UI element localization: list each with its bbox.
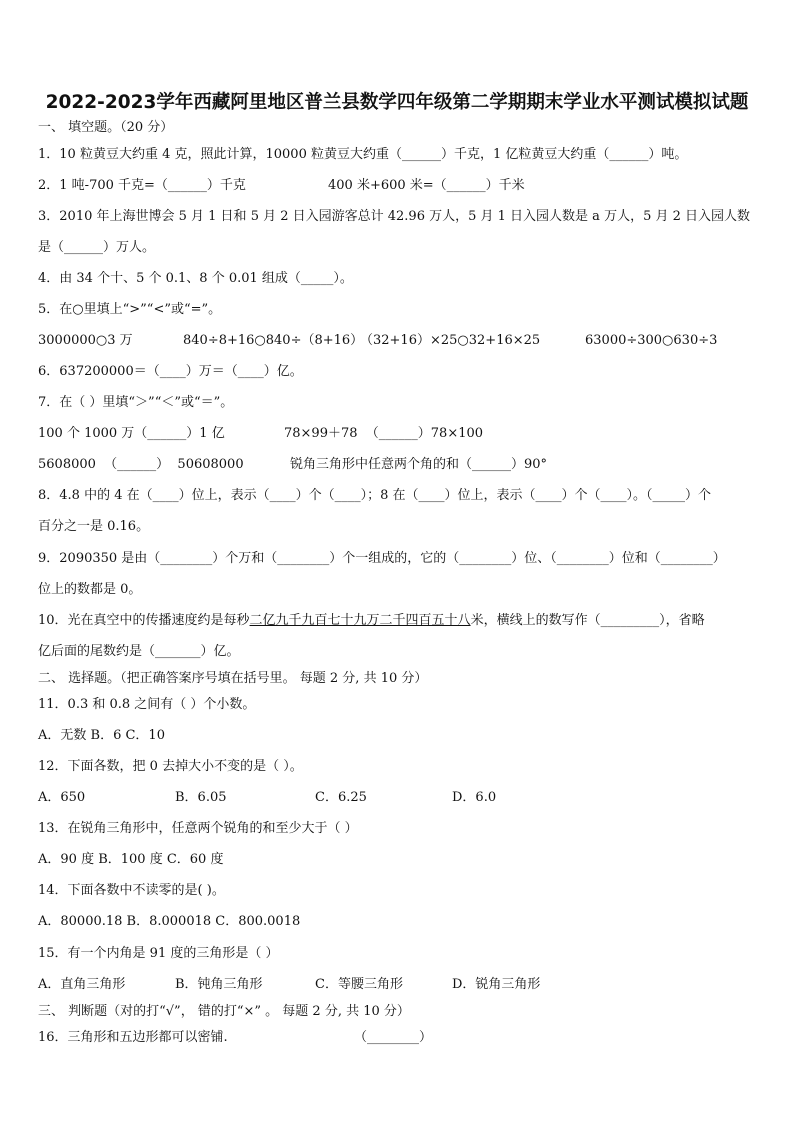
question-4: 4．由 34 个十、5 个 0.1、8 个 0.01 组成（_____）。 [38, 271, 353, 286]
question-10-post: 米，横线上的数写作（_________），省略 [470, 613, 705, 628]
question-11-options: A．无数 B．6 C．10 [38, 728, 165, 743]
question-1: 1．10 粒黄豆大约重 4 克，照此计算，10000 粒黄豆大约重（______）千克，1 亿粒黄豆大约重（______）吨。 [38, 147, 688, 162]
question-14-stem: 14．下面各数中不读零的是( )。 [38, 883, 225, 898]
question-12-option-d: D．6.0 [452, 790, 497, 805]
question-16-stem: 16．三角形和五边形都可以密铺. [38, 1030, 228, 1045]
question-15-option-c: C．等腰三角形 [315, 977, 403, 992]
question-5b: 840÷8+16○840÷（8+16） [183, 333, 364, 348]
question-5-items [38, 332, 758, 350]
question-15-stem: 15．有一个内角是 91 度的三角形是（ ） [38, 946, 279, 961]
question-12-option-a: A．650 [38, 790, 86, 805]
question-15-option-b: B．钝角三角形 [175, 977, 263, 992]
question-7-row-2 [38, 456, 758, 474]
question-7d: 锐角三角形中任意两个角的和（______）90° [290, 457, 548, 472]
section-heading-fill-blank: 一、 填空题。（20 分） [38, 120, 174, 135]
page-title: 2022-2023学年西藏阿里地区普兰县数学四年级第二学期期末学业水平测试模拟试题 [45, 92, 749, 113]
question-10-underlined-number: 二亿九千九百七十九万二千四百五十八 [249, 613, 471, 628]
question-15-options [38, 976, 758, 994]
question-9-line-2: 位上的数都是 0。 [38, 582, 142, 597]
question-5d: 63000÷300○630÷3 [585, 333, 718, 348]
question-12-options [38, 789, 758, 807]
section-heading-true-false: 三、 判断题（对的打“√”， 错的打“×” 。 每题 2 分, 共 10 分） [38, 1004, 410, 1019]
question-2a: 2．1 吨-700 千克=（______）千克 [38, 178, 246, 193]
question-10-line-2: 亿后面的尾数约是（_______）亿。 [38, 644, 240, 659]
question-2b: 400 米+600 米=（______）千米 [328, 178, 525, 193]
question-12-option-b: B．6.05 [175, 790, 227, 805]
question-12-stem: 12．下面各数，把 0 去掉大小不变的是（ ）。 [38, 759, 303, 774]
question-10-pre: 10．光在真空中的传播速度约是每秒 [38, 613, 250, 628]
question-7-stem: 7．在（ ）里填“＞”“＜”或“＝”。 [38, 395, 234, 410]
question-16-blank: （________） [354, 1030, 433, 1045]
section-heading-choice: 二、 选择题。（把正确答案序号填在括号里。 每题 2 分, 共 10 分） [38, 671, 428, 686]
question-13-options: A．90 度 B．100 度 C．60 度 [38, 852, 224, 867]
question-7c: 5608000 （______） 50608000 [38, 457, 244, 472]
question-15-option-a: A．直角三角形 [38, 977, 126, 992]
question-7-row-1 [38, 425, 758, 443]
question-2 [38, 177, 525, 195]
question-8-line-2: 百分之一是 0.16。 [38, 519, 150, 534]
question-14-options: A．80000.18 B．8.000018 C．800.0018 [38, 914, 301, 929]
question-5c: （32+16）×25○32+16×25 [360, 333, 541, 348]
question-16 [38, 1029, 758, 1047]
question-10-line-1 [38, 612, 705, 630]
question-8-line-1: 8．4.8 中的 4 在（____）位上，表示（____）个（____）；8 在（____）位上，表示（____）个（____）。（_____）个 [38, 488, 712, 503]
question-9-line-1: 9．2090350 是由（________）个万和（________）个一组成的，它的（________）位、（________）位和（________） [38, 551, 726, 566]
question-13-stem: 13．在锐角三角形中，任意两个锐角的和至少大于（ ） [38, 821, 358, 836]
question-11-stem: 11．0.3 和 0.8 之间有（ ）个小数。 [38, 697, 256, 712]
question-5a: 3000000○3 万 [38, 333, 133, 348]
question-12-option-c: C．6.25 [315, 790, 367, 805]
question-15-option-d: D．锐角三角形 [452, 977, 541, 992]
question-7b: 78×99＋78 （______）78×100 [284, 426, 484, 441]
question-6: 6．637200000＝（____）万＝（____）亿。 [38, 364, 303, 379]
question-5-stem: 5．在○里填上“>”“<”或“=”。 [38, 302, 222, 317]
question-7a: 100 个 1000 万（______）1 亿 [38, 426, 225, 441]
question-3-line-1: 3．2010 年上海世博会 5 月 1 日和 5 月 2 日入园游客总计 42.96 万人，5 月 1 日入园人数是 a 万人，5 月 2 日入园人数 [38, 209, 751, 224]
question-3-line-2: 是（______）万人。 [38, 240, 156, 255]
